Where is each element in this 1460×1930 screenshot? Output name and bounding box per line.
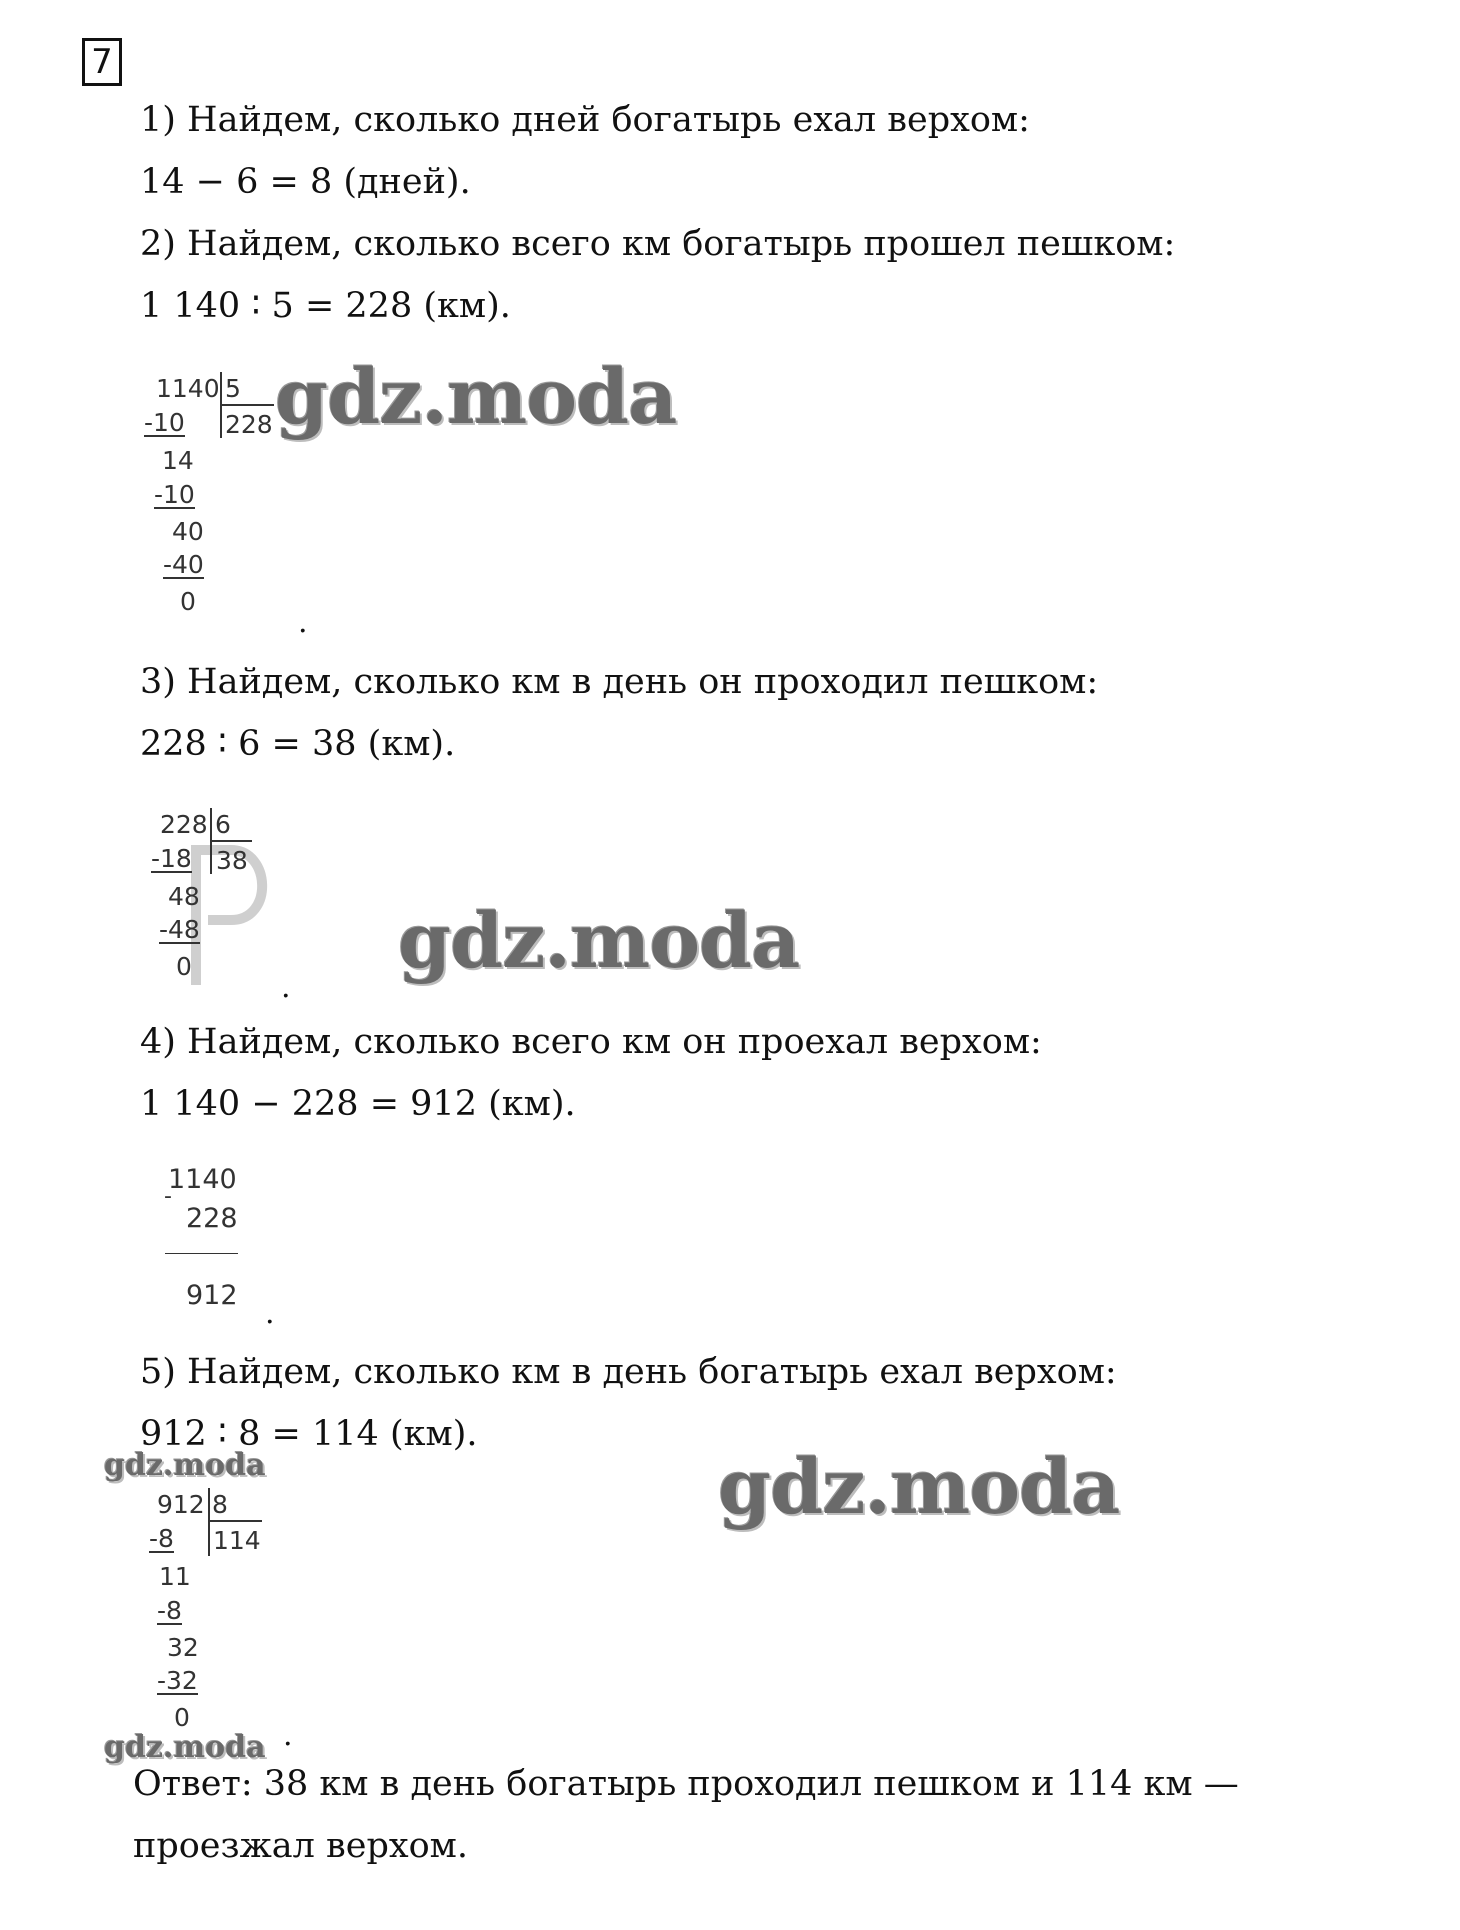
- watermark: gdz.moda: [104, 1730, 266, 1765]
- answer-line-1: Ответ: 38 км в день богатырь проходил пешком и 114 км —: [133, 1764, 1239, 1804]
- division-3-row: -8: [149, 1524, 174, 1553]
- division-2-row: -48: [159, 915, 200, 944]
- division-2-row: -18: [151, 844, 192, 873]
- division-1-row: -10: [144, 408, 185, 437]
- trailing-dot: .: [298, 605, 308, 640]
- division-2-divisor: 6: [215, 810, 231, 839]
- subtraction-result: 912: [186, 1280, 238, 1311]
- subtraction-subtrahend: 228: [186, 1203, 238, 1234]
- answer-line-2: проезжал верхом.: [133, 1826, 469, 1866]
- subtraction-minuend: 1140: [168, 1164, 237, 1195]
- step-4-calc: 1 140 − 228 = 912 (км).: [140, 1084, 576, 1124]
- division-3-row: -32: [157, 1666, 198, 1695]
- division-1-quotient: 228: [225, 410, 273, 439]
- subtraction-sign: -: [164, 1184, 172, 1209]
- step-4-heading: 4) Найдем, сколько всего км он проехал верхом:: [140, 1022, 1042, 1062]
- trailing-dot: .: [265, 1296, 275, 1331]
- division-1-row: 0: [180, 587, 196, 616]
- trailing-dot: .: [281, 970, 291, 1005]
- trailing-dot: .: [283, 1718, 293, 1753]
- step-2-calc: 1 140 ∶ 5 = 228 (км).: [140, 286, 511, 326]
- division-1-row: -10: [154, 480, 195, 509]
- step-1-heading: 1) Найдем, сколько дней богатырь ехал верхом:: [140, 100, 1030, 140]
- step-3-calc: 228 ∶ 6 = 38 (км).: [140, 724, 456, 764]
- watermark: gdz.moda: [275, 352, 677, 441]
- division-2-dividend: 228: [160, 810, 208, 839]
- watermark: gdz.moda: [104, 1448, 266, 1483]
- division-1-row: -40: [163, 550, 204, 579]
- step-2-heading: 2) Найдем, сколько всего км богатырь прошел пешком:: [140, 224, 1176, 264]
- step-3-heading: 3) Найдем, сколько км в день он проходил пешком:: [140, 662, 1099, 702]
- division-3-divisor: 8: [212, 1490, 228, 1519]
- step-1-calc: 14 − 6 = 8 (дней).: [140, 162, 471, 202]
- division-3-row: 11: [159, 1562, 191, 1591]
- division-3-dividend: 912: [157, 1490, 205, 1519]
- division-1-dividend: 1140: [156, 374, 220, 403]
- division-3-row: -8: [157, 1596, 182, 1625]
- step-5-heading: 5) Найдем, сколько км в день богатырь ехал верхом:: [140, 1352, 1117, 1392]
- division-3-quotient: 114: [213, 1526, 261, 1555]
- division-1-row: 40: [172, 517, 204, 546]
- division-1-divisor: 5: [225, 374, 241, 403]
- division-1-row: 14: [162, 446, 194, 475]
- division-2-row: 48: [168, 882, 200, 911]
- division-3-row: 0: [174, 1703, 190, 1732]
- watermark: gdz.moda: [718, 1442, 1120, 1531]
- watermark: gdz.moda: [398, 896, 800, 985]
- division-3-row: 32: [167, 1633, 199, 1662]
- division-2-row: 0: [176, 952, 192, 981]
- step-5-calc: 912 ∶ 8 = 114 (км).: [140, 1414, 478, 1454]
- task-number: 7: [82, 38, 122, 86]
- division-2-quotient: 38: [216, 846, 248, 875]
